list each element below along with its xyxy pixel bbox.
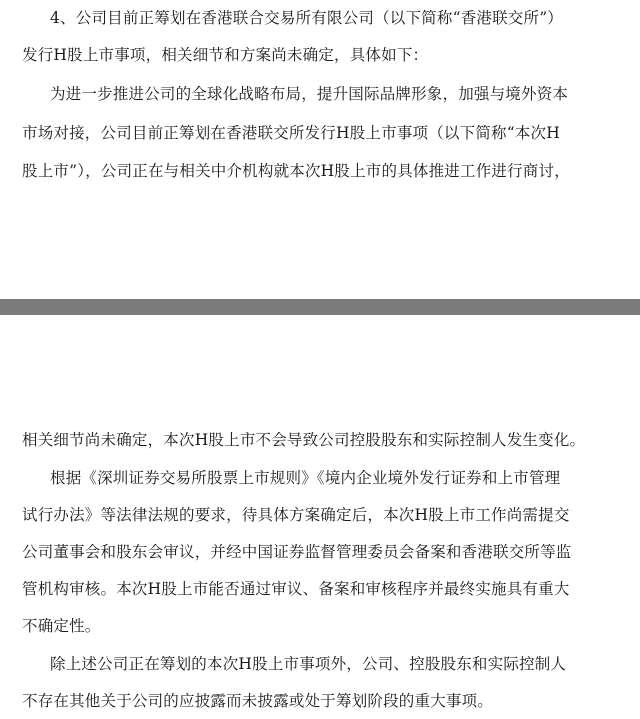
text-line: 股上市”），公司正在与相关中介机构就本次H股上市的具体推进工作进行商讨， bbox=[22, 162, 570, 180]
page-divider bbox=[0, 299, 640, 315]
text-line: 试行办法》等法律法规的要求，待具体方案确定后，本次H股上市工作尚需提交 bbox=[22, 506, 570, 524]
document-page-bottom bbox=[0, 315, 640, 719]
text-line: 4、公司目前正筹划在香港联合交易所有限公司（以下简称“香港联交所”） bbox=[50, 9, 564, 27]
text-line: 市场对接，公司目前正筹划在香港联交所发行H股上市事项（以下简称“本次H bbox=[22, 124, 560, 142]
text-line: 发行H股上市事项，相关细节和方案尚未确定，具体如下： bbox=[22, 46, 429, 64]
text-line: 公司董事会和股东会审议，并经中国证券监督管理委员会备案和香港联交所等监 bbox=[22, 543, 572, 561]
text-line: 不存在其他关于公司的应披露而未披露或处于筹划阶段的重大事项。 bbox=[22, 692, 494, 710]
document-page-top bbox=[0, 0, 640, 299]
text-line: 不确定性。 bbox=[22, 617, 101, 635]
text-line: 管机构审核。本次H股上市能否通过审议、备案和审核程序并最终实施具有重大 bbox=[22, 580, 570, 598]
text-line: 为进一步推进公司的全球化战略布局，提升国际品牌形象，加强与境外资本 bbox=[50, 85, 569, 103]
text-line: 除上述公司正在筹划的本次H股上市事项外，公司、控股股东和实际控制人 bbox=[50, 655, 567, 673]
text-line: 相关细节尚未确定，本次H股上市不会导致公司控股股东和实际控制人发生变化。 bbox=[22, 431, 586, 449]
text-line: 根据《深圳证券交易所股票上市规则》《境内企业境外发行证券和上市管理 bbox=[50, 469, 561, 487]
